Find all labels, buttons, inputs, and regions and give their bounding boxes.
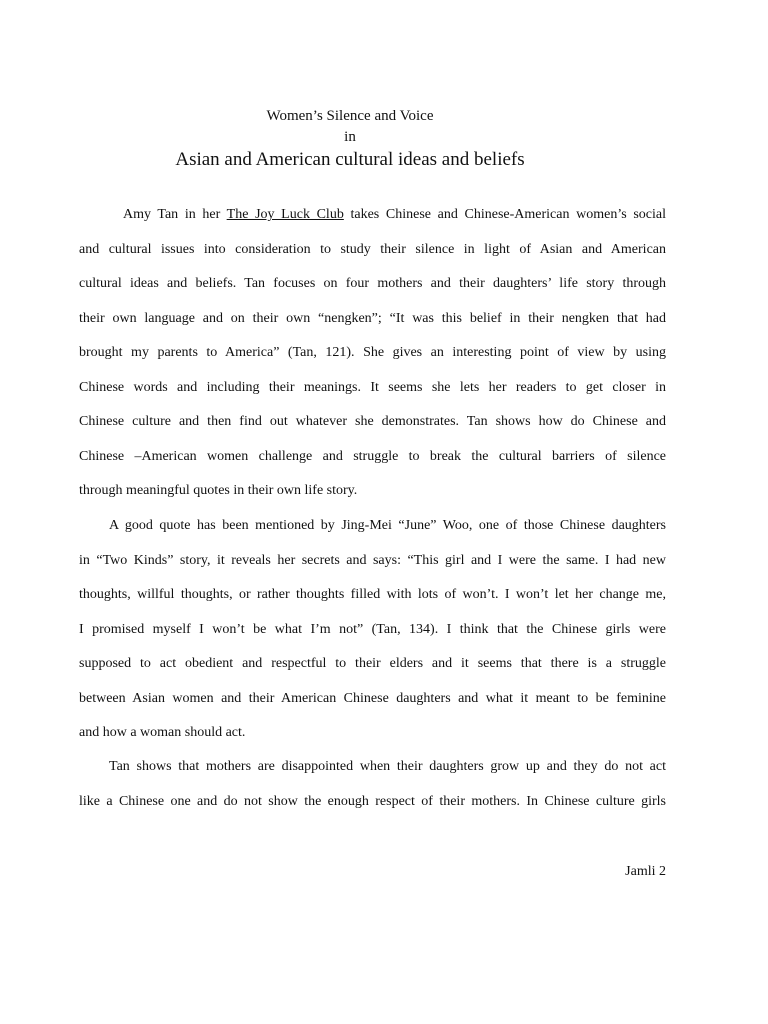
paragraph-1-lead: Amy Tan in her: [123, 207, 227, 222]
paragraph-1-line-1-rest: takes Chinese and Chinese-American women’s social: [343, 207, 666, 222]
paragraph-1-line-4: their own language and on their own “nengken”; “It was this belief in their nengken that had: [79, 310, 666, 326]
paragraph-3-line-1: [79, 750, 666, 785]
title-line-3: Asian and American cultural ideas and beliefs: [175, 149, 525, 170]
paragraph-3-line-2: like a Chinese one and do not show the enough respect of their mothers. In Chinese culture girls: [79, 793, 666, 809]
paragraph-2-line-5: supposed to act obedient and respectful to their elders and it seems that there is a struggle: [79, 656, 666, 671]
paragraph-1-line-6: Chinese words and including their meanings. It seems she lets her readers to get closer in: [79, 379, 666, 395]
page-header-number: Jamli 2: [625, 864, 666, 879]
paragraph-1-line-9: through meaningful quotes in their own life story.: [79, 483, 358, 498]
paragraph-2-line-1: [79, 509, 666, 544]
paragraph-2-line-7: and how a woman should act.: [79, 725, 246, 740]
paragraph-1-line-3: cultural ideas and beliefs. Tan focuses on four mothers and their daughters’ life story through: [79, 276, 666, 291]
paragraph-1-line-5: brought my parents to America” (Tan, 121). She gives an interesting point of view by using: [79, 345, 666, 360]
paragraph-2-line-1-text: A good quote has been mentioned by Jing-Mei “June” Woo, one of those Chinese daughters: [109, 518, 666, 533]
paragraph-1-line-2: and cultural issues into consideration to study their silence in light of Asian and American: [79, 241, 666, 257]
paragraph-3-line-1-text: Tan shows that mothers are disappointed when their daughters grow up and they do not act: [109, 759, 666, 774]
title-line-1: Women’s Silence and Voice: [266, 108, 434, 124]
paragraph-3: [79, 750, 666, 819]
paragraph-1-line-7: Chinese culture and then find out whatever she demonstrates. Tan shows how do Chinese and: [79, 414, 666, 429]
paragraph-1: [79, 198, 666, 509]
book-title: The Joy Luck Club: [226, 207, 344, 222]
paragraph-2-line-6: between Asian women and their American Chinese daughters and what it meant to be feminine: [79, 690, 666, 706]
paragraph-2-line-4: I promised myself I won’t be what I’m not” (Tan, 134). I think that the Chinese girls were: [79, 621, 666, 637]
paragraph-1-line-1: [79, 198, 666, 233]
paragraph-1-line-8: Chinese –American women challenge and struggle to break the cultural barriers of silence: [79, 448, 666, 464]
paragraph-2: [79, 509, 666, 751]
title-line-2: in: [344, 129, 356, 145]
paragraph-2-line-2: in “Two Kinds” story, it reveals her secrets and says: “This girl and I were the same. I had new: [79, 552, 666, 568]
paragraph-2-line-3: thoughts, willful thoughts, or rather thoughts filled with lots of won’t. I won’t let her change me,: [79, 587, 666, 602]
